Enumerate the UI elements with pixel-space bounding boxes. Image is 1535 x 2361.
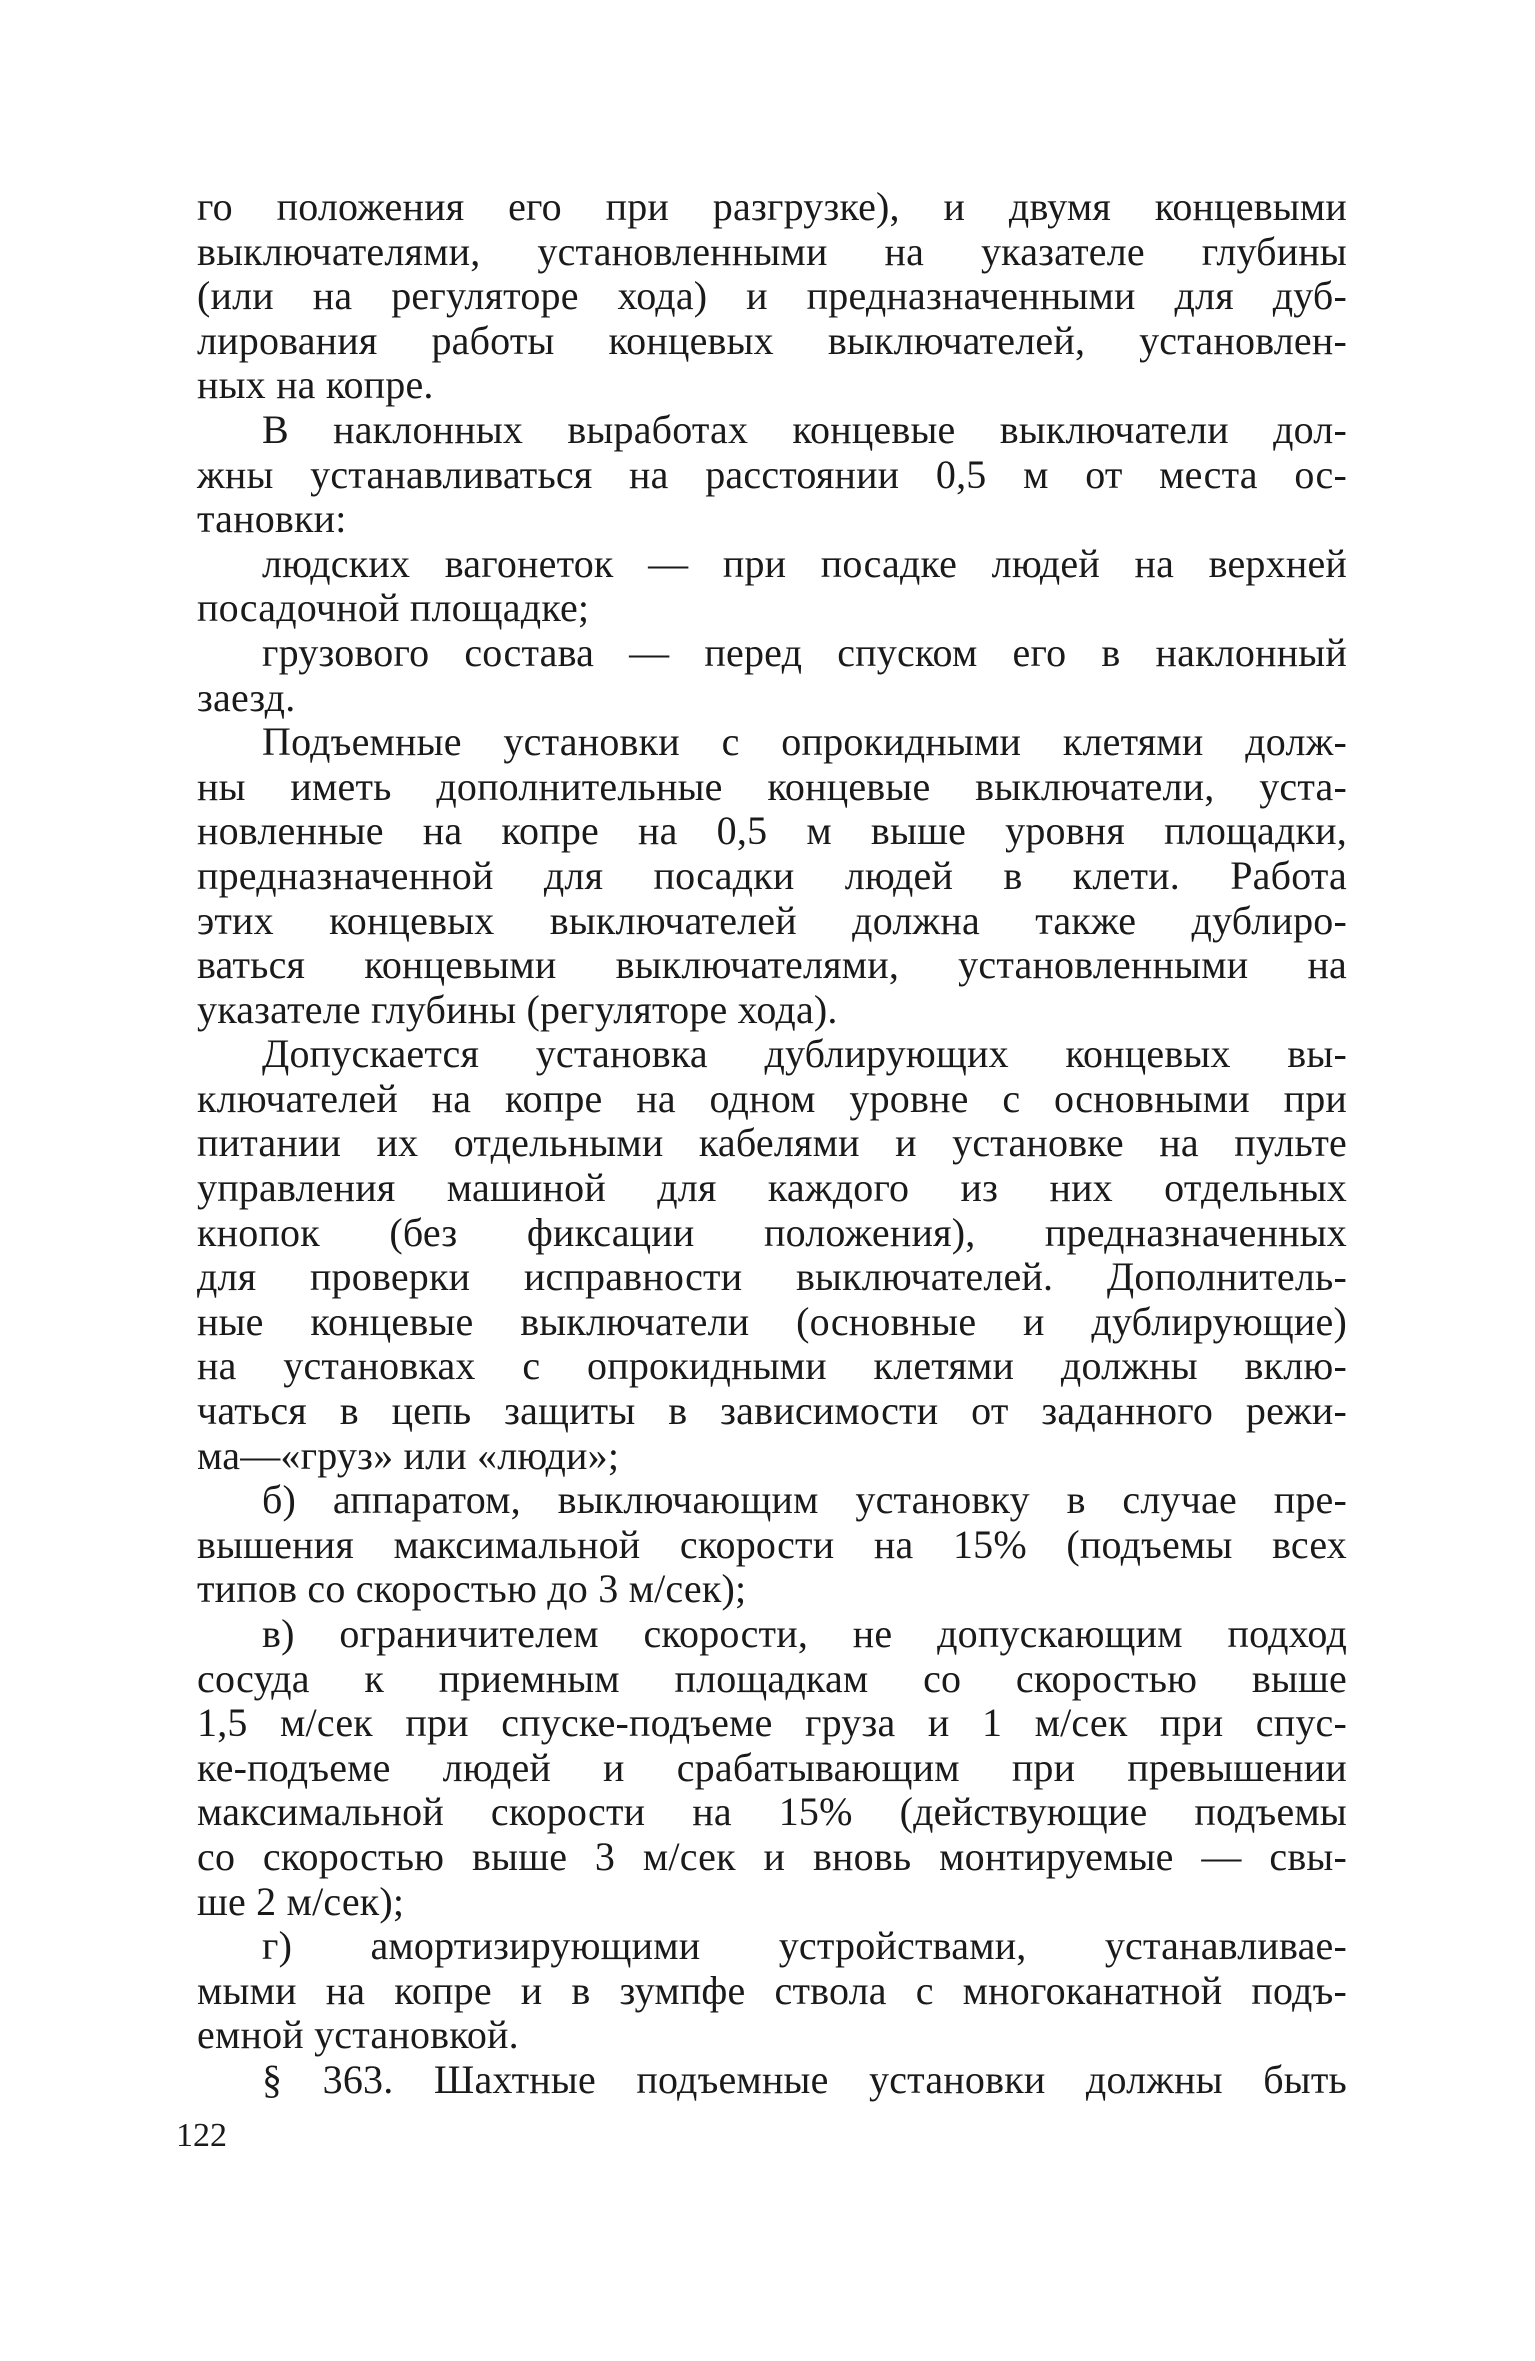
- text-line: выключателями, установленными на указателе глубины: [197, 228, 1347, 274]
- text-line: 1,5 м/сек при спуске-подъеме груза и 1 м/сек при спус-: [197, 1700, 1347, 1746]
- text-line: питании их отдельными кабелями и установке на пульте: [197, 1120, 1347, 1166]
- text-line: г) амортизирующими устройствами, устанавливае-: [262, 1923, 1347, 1969]
- text-line: ваться концевыми выключателями, установленными на: [197, 942, 1347, 988]
- text-line: грузового состава — перед спуском его в наклонный: [262, 629, 1347, 675]
- text-line: сосуда к приемным площадкам со скоростью выше: [197, 1655, 1347, 1701]
- text-line: предназначенной для посадки людей в клети. Работа: [197, 852, 1347, 898]
- text-line: людских вагонеток — при посадке людей на верхней: [262, 540, 1347, 586]
- text-line: для проверки исправности выключателей. Дополнитель-: [197, 1254, 1347, 1300]
- text-line: жны устанавливаться на расстоянии 0,5 м от места ос-: [197, 451, 1347, 497]
- text-line: со скоростью выше 3 м/сек и вновь монтируемые — свы-: [197, 1833, 1347, 1879]
- text-line: ключателей на копре на одном уровне с основными при: [197, 1075, 1347, 1121]
- text-line: в) ограничителем скорости, не допускающим подход: [262, 1611, 1347, 1656]
- text-line: б) аппаратом, выключающим установку в случае пре-: [262, 1477, 1347, 1523]
- text-line: чаться в цепь защиты в зависимости от заданного режи-: [197, 1388, 1347, 1434]
- text-line: заезд.: [197, 674, 296, 720]
- text-line: вышения максимальной скорости на 15% (подъемы всех: [197, 1521, 1347, 1567]
- text-line: максимальной скорости на 15% (действующие подъемы: [197, 1789, 1347, 1835]
- body-text: [197, 185, 1347, 2103]
- page-number: 122: [176, 2117, 227, 2154]
- text-line: на установках с опрокидными клетями должны вклю-: [197, 1343, 1347, 1389]
- text-line: Допускается установка дублирующих концевых вы-: [262, 1031, 1347, 1077]
- text-line: (или на регуляторе хода) и предназначенными для дуб-: [197, 273, 1347, 319]
- text-line: ных на копре.: [197, 362, 434, 408]
- text-line: лирования работы концевых выключателей, установлен-: [197, 317, 1347, 363]
- text-line: го положения его при разгрузке), и двумя концевыми: [197, 184, 1347, 229]
- text-line: мыми на копре и в зумпфе ствола с многоканатной подъ-: [197, 1967, 1347, 2013]
- text-line: ма—«груз» или «люди»;: [197, 1432, 620, 1478]
- text-line: тановки:: [197, 496, 347, 542]
- text-line: этих концевых выключателей должна также дублиро-: [197, 897, 1347, 943]
- text-line: ные концевые выключатели (основные и дублирующие): [197, 1298, 1347, 1344]
- text-line: кнопок (без фиксации положения), предназначенных: [197, 1209, 1347, 1255]
- text-line: посадочной площадке;: [197, 585, 590, 631]
- text-line: указателе глубины (регуляторе хода).: [197, 986, 838, 1032]
- text-line: ны иметь дополнительные концевые выключатели, уста-: [197, 763, 1347, 809]
- text-line: управления машиной для каждого из них отдельных: [197, 1165, 1347, 1211]
- text-line: типов со скоростью до 3 м/сек);: [197, 1566, 747, 1612]
- text-line: § 363. Шахтные подъемные установки должны быть: [262, 2056, 1347, 2102]
- text-line: емной установкой.: [197, 2012, 519, 2058]
- text-line: В наклонных выработах концевые выключатели дол-: [262, 406, 1347, 452]
- text-line: ке-подъеме людей и срабатывающим при превышении: [197, 1744, 1347, 1790]
- text-line: Подъемные установки с опрокидными клетями долж-: [262, 719, 1347, 765]
- text-line: новленные на копре на 0,5 м выше уровня площадки,: [197, 808, 1347, 854]
- text-line: ше 2 м/сек);: [197, 1878, 405, 1924]
